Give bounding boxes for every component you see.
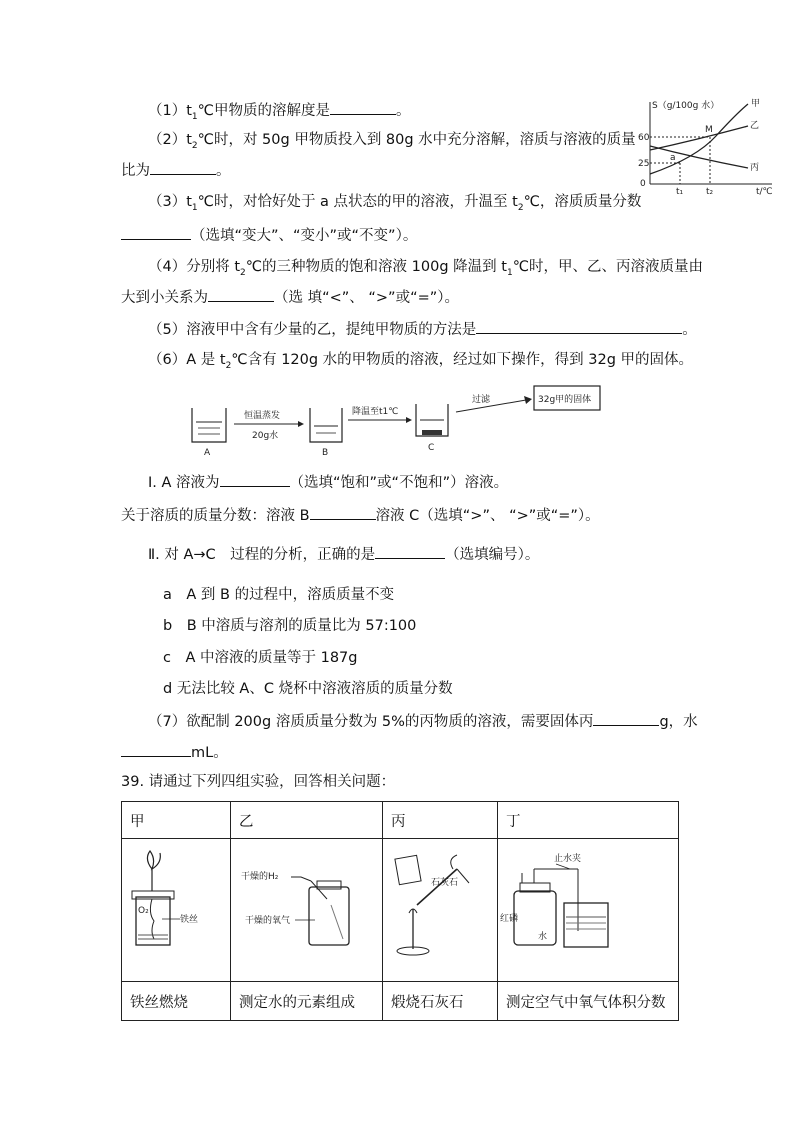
point-a: a [670, 153, 676, 163]
arrow-3 [456, 400, 526, 412]
oxygen-volume-illustration [498, 839, 678, 977]
question-7-line2: mL。 [121, 742, 228, 763]
label-clamp: 止水夹 [554, 854, 582, 864]
arrow-1-head [298, 421, 304, 427]
question-3: $(3)t_1℃$时，对恰好处于 a 点状态的甲的溶液，升温至 $t_2℃$，溶质质量分数 [148, 194, 642, 213]
label-water: 水 [538, 932, 548, 942]
y-tick-60: 60 [638, 133, 650, 143]
question-3-line2: （选填“变大”、“变小”或“不变”）。 [121, 225, 417, 246]
result-label: 32g甲的固体 [538, 395, 592, 405]
process-diagram [186, 378, 606, 458]
answer-blank[interactable] [150, 160, 216, 175]
question-4: （4）分别将 $t_2℃$的三种物质的饱和溶液 100g 降温到 $t_1℃$时，甲、乙、丙溶液质量由 [148, 259, 703, 278]
apparatus-yi [231, 839, 383, 982]
beaker-a [192, 408, 226, 442]
arrow-2-head [406, 417, 412, 423]
apparatus-bing [383, 839, 498, 982]
curve-yi [650, 126, 748, 150]
table-picture-row [122, 839, 679, 982]
name-ding: 测定空气中氧气体积分数 [498, 982, 679, 1021]
question-6: （6）A 是 $t_2℃$含有 120g 水的甲物质的溶液，经过如下操作，得到 32g 甲的固体。 [148, 352, 694, 371]
header-bing: 丙 [383, 802, 498, 839]
answer-blank[interactable] [593, 711, 659, 726]
answer-blank[interactable] [476, 319, 682, 334]
header-ding: 丁 [498, 802, 679, 839]
label-dry-h2: 干燥的H₂ [241, 872, 279, 882]
name-bing: 煅烧石灰石 [383, 982, 498, 1021]
question-2: $(2)t_2℃$时，对 50g 甲物质投入到 80g 水中充分溶解，溶质与溶液的质量 [148, 132, 636, 151]
point-m: M [705, 125, 713, 135]
question-2-line2: 比为 。 [121, 160, 231, 181]
question-i-2: 关于溶质的质量分数：溶液 B 溶液 C（选填“>”、 “>”或“=”）。 [121, 505, 600, 526]
experiment-table [121, 801, 679, 1021]
question-7: （7）欲配制 200g 溶质质量分数为 5%的丙物质的溶液，需要固体丙 g，水 [148, 711, 698, 732]
question-i: Ⅰ. A 溶液为 （选填“饱和”或“不饱和”）溶液。 [148, 472, 508, 493]
option-b: b B 中溶质与溶剂的质量比为 57:100 [163, 618, 417, 634]
x-tick-t2: t₂ [706, 187, 714, 196]
answer-blank[interactable] [330, 100, 396, 115]
y-tick-0: 0 [640, 179, 646, 189]
y-axis-label: S（g/100g 水） [652, 101, 720, 111]
label-a: A [204, 448, 211, 458]
answer-blank[interactable] [375, 544, 445, 559]
beaker-c [416, 404, 448, 436]
option-a: a A 到 B 的过程中，溶质质量不变 [163, 587, 395, 603]
option-c: c A 中溶液的质量等于 187g [163, 650, 358, 666]
x-axis-label: t/℃ [756, 187, 773, 196]
table-name-row [122, 982, 679, 1021]
question-39-title: 39. 请通过下列四组实验，回答相关问题： [121, 774, 396, 790]
label-b: B [322, 448, 329, 458]
question-5: （5）溶液甲中含有少量的乙，提纯甲物质的方法是 。 [148, 319, 697, 340]
beaker-b [310, 408, 342, 442]
apparatus-ding [498, 839, 679, 982]
water-composition-illustration [231, 839, 381, 977]
name-jia: 铁丝燃烧 [122, 982, 231, 1021]
step3-label: 过滤 [472, 395, 491, 405]
label-dry-o2: 干燥的氧气 [245, 916, 291, 926]
answer-blank[interactable] [220, 472, 290, 487]
curve-label-yi: 乙 [750, 121, 760, 131]
answer-blank[interactable] [121, 742, 191, 757]
curve-label-bing: 丙 [750, 163, 760, 173]
answer-blank[interactable] [121, 225, 191, 240]
question-ii: Ⅱ. 对 A→C 过程的分析，正确的是 （选填编号）。 [148, 544, 539, 565]
y-tick-25: 25 [638, 159, 650, 169]
curve-label-jia: 甲 [751, 99, 761, 109]
label-red-phosphorus: 红磷 [500, 914, 519, 924]
label-o2: O₂ [138, 906, 149, 916]
label-c: C [428, 443, 435, 453]
solubility-graph [636, 96, 776, 196]
label-iron-wire: 铁丝 [180, 915, 199, 925]
step2-label: 降温至t1℃ [352, 407, 399, 417]
question-4-line2: 大到小关系为 （选 填“<”、 “>”或“=”）。 [121, 287, 459, 308]
curve-bing [650, 146, 748, 168]
header-yi: 乙 [231, 802, 383, 839]
option-d: d 无法比较 A、C 烧杯中溶液溶质的质量分数 [163, 681, 453, 697]
iron-wire-burning-illustration [122, 839, 230, 977]
table-header-row [122, 802, 679, 839]
arrow-3-head [524, 396, 532, 404]
question-1: $(1)t_1℃$甲物质的溶解度是 。 [148, 100, 410, 127]
step1-top: 恒温蒸发 [244, 411, 281, 421]
step1-bottom: 20g水 [252, 431, 279, 441]
label-limestone: 石灰石 [431, 878, 459, 888]
answer-blank[interactable] [208, 287, 274, 302]
apparatus-jia [122, 839, 231, 982]
header-jia: 甲 [122, 802, 231, 839]
x-tick-t1: t₁ [676, 187, 684, 196]
answer-blank[interactable] [310, 505, 376, 520]
calcining-limestone-illustration [383, 839, 495, 977]
name-yi: 测定水的元素组成 [231, 982, 383, 1021]
